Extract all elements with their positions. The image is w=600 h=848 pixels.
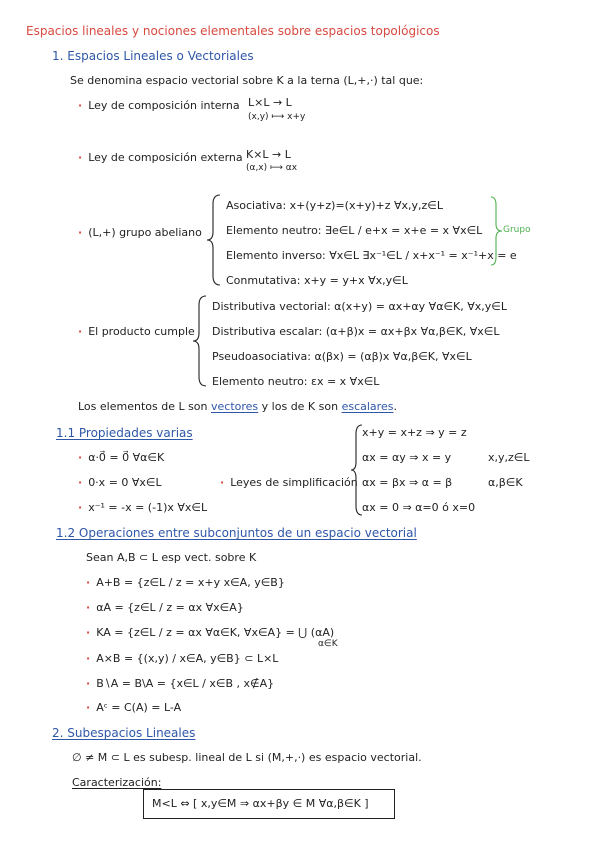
product-row-vector-distributive: Distributiva vectorial: α(x+y) = αx+αy ∀α∈K, ∀x,y∈L	[212, 300, 507, 313]
product-row-neutral: Elemento neutro: εx = x ∀x∈L	[212, 375, 380, 388]
internal-law-map: L×L → L	[248, 96, 292, 109]
simp-row-1: x+y = x+z ⇒ y = z	[362, 426, 467, 439]
property-3: · x⁻¹ = -x = (-1)x ∀x∈L	[78, 501, 208, 514]
abelian-group-brace	[206, 194, 222, 286]
simp-row-2-domain: x,y,z∈L	[488, 451, 530, 464]
simp-row-2: αx = αy ⇒ x = y	[362, 451, 452, 464]
product-brace	[192, 295, 208, 387]
simp-row-3: αx = βx ⇒ α = β	[362, 476, 453, 489]
external-law-rule: (α,x) ⟼ αx	[246, 163, 298, 173]
simplification-laws: · Leyes de simplificación	[220, 476, 358, 489]
section-2-heading: 2. Subespacios Lineales	[52, 726, 196, 740]
external-law-map: K×L → L	[246, 148, 291, 161]
elements-sentence-middle: y los de K son	[258, 400, 342, 413]
elements-sentence-end: .	[393, 400, 397, 413]
union-subscript: α∈K	[318, 639, 338, 649]
section-1-2-heading: 1.2 Operaciones entre subconjuntos de un espacio vectorial	[56, 526, 417, 540]
op-difference: · B∖A = B\A = {x∈L / x∈B , x∉A}	[86, 677, 275, 690]
abelian-row-commutative: Conmutativa: x+y = y+x ∀x,y∈L	[226, 274, 408, 287]
property-1-text: α·0⃗ = 0⃗ ∀α∈K	[88, 451, 165, 464]
characterization-formula: M<L ⇔ [ x,y∈M ⇒ αx+βy ∈ M ∀α,β∈K ]	[152, 797, 369, 810]
property-2-text: 0·x = 0 ∀x∈L	[88, 476, 162, 489]
op-product: · A×B = {(x,y) / x∈A, y∈B} ⊂ L×L	[86, 652, 279, 665]
escalares-term: escalares	[341, 400, 394, 413]
bullet-external-law-label: Ley de composición externa	[88, 151, 243, 164]
op-scalar-text: αA = {z∈L / z = αx ∀x∈A}	[96, 601, 244, 614]
op-complement: · Aᶜ = C(A) = L-A	[86, 701, 182, 714]
abelian-row-inverse: Elemento inverso: ∀x∈L ∃x⁻¹∈L / x+x⁻¹ = x⁻¹+x = e	[226, 249, 517, 262]
op-ka-text: KA = {z∈L / z = αx ∀α∈K, ∀x∈A} = ⋃ (αA)	[96, 626, 335, 639]
characterization-label: Caracterización:	[72, 776, 162, 789]
op-ka: · KA = {z∈L / z = αx ∀α∈K, ∀x∈A} = ⋃ (αA)	[86, 626, 335, 639]
product-row-pseudoassociative: Pseudoasociativa: α(βx) = (αβ)x ∀α,β∈K, ∀x∈L	[212, 350, 472, 363]
bullet-product-label: El producto cumple	[88, 325, 195, 338]
vectores-term: vectores	[211, 400, 259, 413]
op-product-text: A×B = {(x,y) / x∈A, y∈B} ⊂ L×L	[96, 652, 279, 665]
characterization-box	[143, 789, 395, 819]
bullet-internal-law-label: Ley de composición interna	[88, 99, 240, 112]
bullet-external-law: · Ley de composición externa	[78, 151, 243, 164]
property-1: · α·0⃗ = 0⃗ ∀α∈K	[78, 451, 165, 464]
property-2: · 0·x = 0 ∀x∈L	[78, 476, 162, 489]
section-1-intro: Se denomina espacio vectorial sobre K a la terna (L,+,·) tal que:	[70, 74, 424, 87]
group-label: Grupo	[503, 225, 531, 235]
section-1-heading: 1. Espacios Lineales o Vectoriales	[52, 49, 254, 63]
bullet-product: · El producto cumple	[78, 325, 195, 338]
op-complement-text: Aᶜ = C(A) = L-A	[96, 701, 182, 714]
op-sum: · A+B = {z∈L / z = x+y x∈A, y∈B}	[86, 576, 285, 589]
op-scalar: · αA = {z∈L / z = αx ∀x∈A}	[86, 601, 244, 614]
simp-row-3-domain: α,β∈K	[488, 476, 523, 489]
op-difference-text: B∖A = B\A = {x∈L / x∈B , x∉A}	[96, 677, 275, 690]
elements-sentence-start: Los elementos de L son	[78, 400, 212, 413]
abelian-row-neutral: Elemento neutro: ∃e∈L / e+x = x+e = x ∀x∈L	[226, 224, 483, 237]
simp-row-4: αx = 0 ⇒ α=0 ó x=0	[362, 501, 476, 514]
section-1-2-intro: Sean A,B ⊂ L esp vect. sobre K	[86, 551, 257, 564]
bullet-abelian-group: · (L,+) grupo abeliano	[78, 226, 202, 239]
simplification-laws-label: Leyes de simplificación	[230, 476, 358, 489]
bullet-internal-law: · Ley de composición interna	[78, 99, 240, 112]
group-brace	[490, 196, 504, 266]
section-1-1-heading: 1.1 Propiedades varias	[56, 426, 193, 440]
bullet-abelian-group-label: (L,+) grupo abeliano	[88, 226, 202, 239]
abelian-row-associative: Asociativa: x+(y+z)=(x+y)+z ∀x,y,z∈L	[226, 199, 444, 212]
internal-law-rule: (x,y) ⟼ x+y	[248, 112, 306, 122]
op-sum-text: A+B = {z∈L / z = x+y x∈A, y∈B}	[96, 576, 285, 589]
product-row-scalar-distributive: Distributiva escalar: (α+β)x = αx+βx ∀α,β∈K, ∀x∈L	[212, 325, 500, 338]
page-title: Espacios lineales y nociones elementales sobre espacios topológicos	[26, 24, 440, 38]
elements-sentence	[78, 400, 397, 414]
property-3-text: x⁻¹ = -x = (-1)x ∀x∈L	[88, 501, 208, 514]
subspace-definition: ∅ ≠ M ⊂ L es subesp. lineal de L si (M,+,·) es espacio vectorial.	[72, 751, 422, 764]
